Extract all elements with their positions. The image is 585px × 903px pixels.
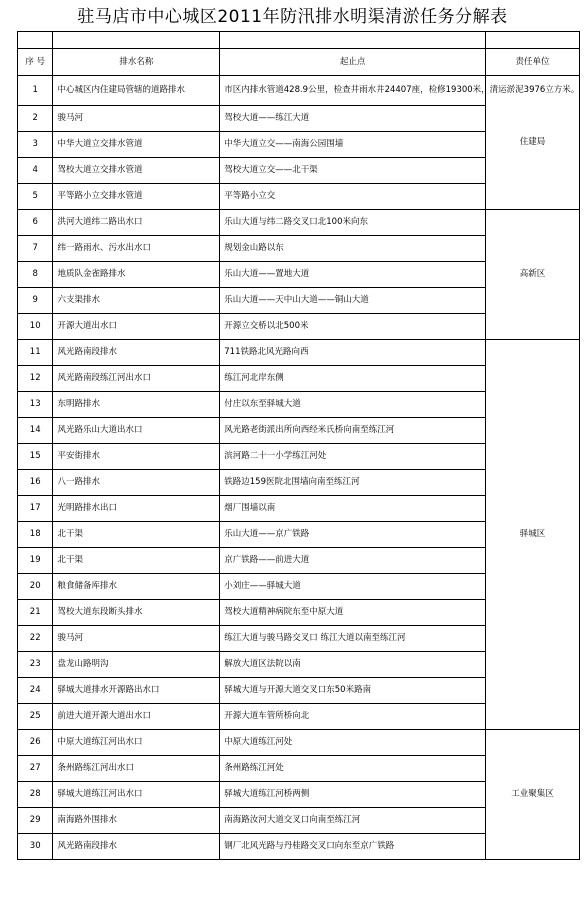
header-name: 排水名称 (53, 49, 220, 76)
drain-name: 风光路南段练江河出水口 (53, 366, 220, 392)
drain-name: 风光路南段排水 (53, 834, 220, 860)
row-number: 20 (18, 574, 53, 600)
row-number: 24 (18, 678, 53, 704)
row-number: 3 (18, 132, 53, 158)
start-end-point: 付庄以东至驿城大道 (220, 392, 486, 418)
start-end-point: 条州路练江河处 (220, 756, 486, 782)
row-number: 19 (18, 548, 53, 574)
row-number: 1 (18, 76, 53, 106)
start-end-point: 乐山大道——天中山大道——铜山大道 (220, 288, 486, 314)
start-end-point: 练江大道与骏马路交叉口 练江大道以南至练江河 (220, 626, 486, 652)
responsible-unit: 高新区 (486, 210, 580, 340)
start-end-point: 规划金山路以东 (220, 236, 486, 262)
start-end-point: 市区内排水管道428.9公里，检查井雨水井24407座，检修19300米，清运淤泥3976立方米。 (220, 76, 486, 106)
row-number: 7 (18, 236, 53, 262)
row-number: 2 (18, 106, 53, 132)
start-end-point: 开源立交桥以北500米 (220, 314, 486, 340)
start-end-point: 中原大道练江河处 (220, 730, 486, 756)
start-end-point: 乐山大道——京广铁路 (220, 522, 486, 548)
drain-name: 骏马河 (53, 626, 220, 652)
responsible-unit: 工业聚集区 (486, 730, 580, 860)
row-number: 16 (18, 470, 53, 496)
blank-cell (220, 32, 486, 49)
responsible-unit: 驿城区 (486, 340, 580, 730)
row-number: 10 (18, 314, 53, 340)
start-end-point: 南海路汝河大道交叉口向南至练江河 (220, 808, 486, 834)
row-number: 27 (18, 756, 53, 782)
row-number: 11 (18, 340, 53, 366)
start-end-point: 练江河北岸东侧 (220, 366, 486, 392)
drain-name: 中心城区内住建局管辖的道路排水 (53, 76, 220, 106)
drain-name: 粮食储备库排水 (53, 574, 220, 600)
drain-name: 平安街排水 (53, 444, 220, 470)
drain-name: 洪河大道纬二路出水口 (53, 210, 220, 236)
drain-name: 平等路小立交排水管道 (53, 184, 220, 210)
responsible-unit: 住建局 (486, 76, 580, 210)
blank-cell (18, 32, 53, 49)
drain-name: 东明路排水 (53, 392, 220, 418)
row-number: 25 (18, 704, 53, 730)
row-number: 30 (18, 834, 53, 860)
blank-row (18, 32, 580, 49)
row-number: 6 (18, 210, 53, 236)
drain-name: 中华大道立交排水管道 (53, 132, 220, 158)
drain-name: 纬一路雨水、污水出水口 (53, 236, 220, 262)
drain-name: 中原大道练江河出水口 (53, 730, 220, 756)
start-end-point: 711铁路北风光路向西 (220, 340, 486, 366)
start-end-point: 平等路小立交 (220, 184, 486, 210)
row-number: 17 (18, 496, 53, 522)
table-row (18, 210, 580, 236)
row-number: 18 (18, 522, 53, 548)
drain-name: 风光路南段排水 (53, 340, 220, 366)
page-title: 驻马店市中心城区2011年防汛排水明渠清淤任务分解表 (77, 7, 508, 27)
header-range: 起止点 (220, 49, 486, 76)
table-row (18, 730, 580, 756)
drain-name: 盘龙山路明沟 (53, 652, 220, 678)
start-end-point: 风光路老街派出所向西经米氏桥向南至练江河 (220, 418, 486, 444)
table-row (18, 340, 580, 366)
start-end-point: 驾校大道——练江大道 (220, 106, 486, 132)
start-end-point: 滨河路二十一小学练江河处 (220, 444, 486, 470)
row-number: 4 (18, 158, 53, 184)
task-table (17, 31, 580, 860)
drain-name: 前进大道开源大道出水口 (53, 704, 220, 730)
row-number: 9 (18, 288, 53, 314)
drain-name: 驿城大道排水开源路出水口 (53, 678, 220, 704)
drain-name: 风光路乐山大道出水口 (53, 418, 220, 444)
row-number: 5 (18, 184, 53, 210)
start-end-point: 解放大道区法院以南 (220, 652, 486, 678)
start-end-point: 钢厂北风光路与丹桂路交叉口向东至京广铁路 (220, 834, 486, 860)
drain-name: 北干渠 (53, 522, 220, 548)
row-number: 23 (18, 652, 53, 678)
drain-name: 驾校大道东段断头排水 (53, 600, 220, 626)
drain-name: 条州路练江河出水口 (53, 756, 220, 782)
start-end-point: 驾校大道立交——北干渠 (220, 158, 486, 184)
start-end-point: 乐山大道与纬二路交叉口北100米向东 (220, 210, 486, 236)
row-number: 29 (18, 808, 53, 834)
drain-name: 南海路外围排水 (53, 808, 220, 834)
start-end-point: 开源大道车管所桥向北 (220, 704, 486, 730)
drain-name: 六支渠排水 (53, 288, 220, 314)
drain-name: 光明路排水出口 (53, 496, 220, 522)
row-number: 8 (18, 262, 53, 288)
blank-cell (486, 32, 580, 49)
start-end-point: 中华大道立交——南海公园围墙 (220, 132, 486, 158)
blank-cell (53, 32, 220, 49)
row-number: 26 (18, 730, 53, 756)
row-number: 28 (18, 782, 53, 808)
row-number: 21 (18, 600, 53, 626)
table-row (18, 76, 580, 106)
start-end-point: 铁路边159医院北围墙向南至练江河 (220, 470, 486, 496)
header-unit: 责任单位 (486, 49, 580, 76)
drain-name: 骏马河 (53, 106, 220, 132)
start-end-point: 驿城大道练江河桥两侧 (220, 782, 486, 808)
drain-name: 驾校大道立交排水管道 (53, 158, 220, 184)
drain-name: 八一路排水 (53, 470, 220, 496)
drain-name: 驿城大道练江河出水口 (53, 782, 220, 808)
start-end-point: 京广铁路——前进大道 (220, 548, 486, 574)
start-end-point: 驿城大道与开源大道交叉口东50米路南 (220, 678, 486, 704)
row-number: 13 (18, 392, 53, 418)
header-row (18, 49, 580, 76)
row-number: 14 (18, 418, 53, 444)
row-number: 22 (18, 626, 53, 652)
row-number: 12 (18, 366, 53, 392)
start-end-point: 乐山大道——置地大道 (220, 262, 486, 288)
row-number: 15 (18, 444, 53, 470)
drain-name: 开源大道出水口 (53, 314, 220, 340)
drain-name: 地质队金雀路排水 (53, 262, 220, 288)
drain-name: 北干渠 (53, 548, 220, 574)
start-end-point: 烟厂围墙以南 (220, 496, 486, 522)
start-end-point: 驾校大道精神病院东至中原大道 (220, 600, 486, 626)
header-no: 序 号 (18, 49, 53, 76)
start-end-point: 小刘庄——驿城大道 (220, 574, 486, 600)
